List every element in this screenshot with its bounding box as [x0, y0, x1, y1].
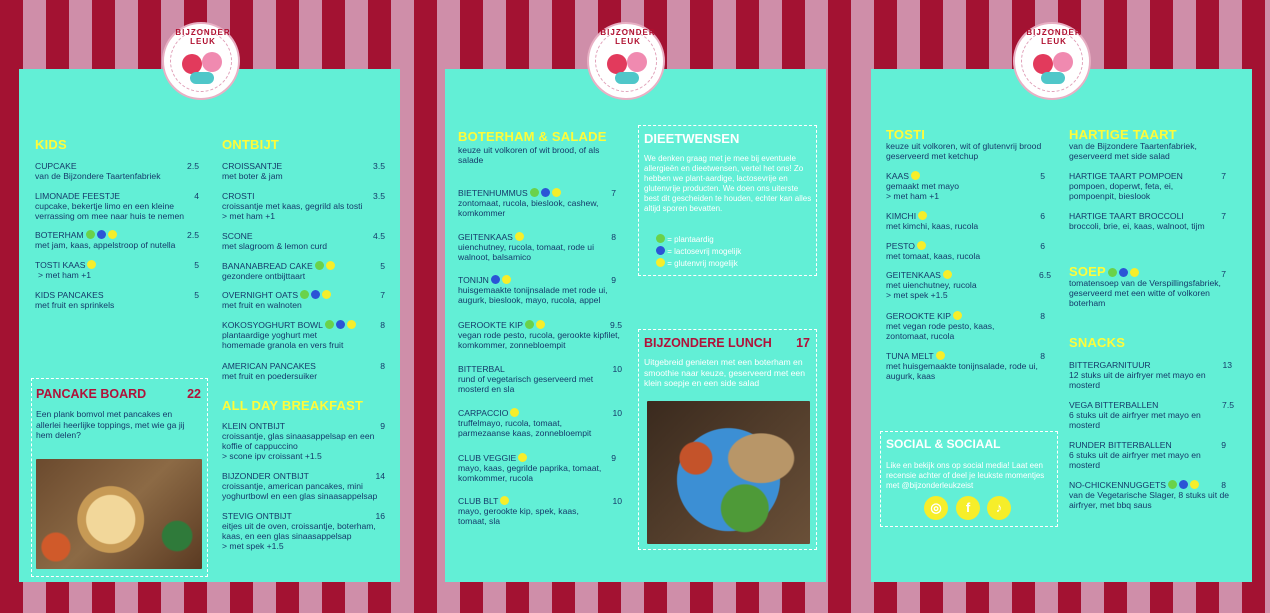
menu-item: BIJZONDER ONTBIJT croissantje, american pancakes, mini yoghurtbowl en een glas sinaasappelsap — [222, 471, 378, 501]
section-title-boterham: BOTERHAM & SALADE — [458, 129, 607, 144]
gluten-icon — [500, 496, 509, 505]
lactose-icon — [491, 275, 500, 284]
menu-item: STEVIG ONTBIJT eitjes uit de oven, croissantje, boterham, kaas, en een glas sinaasappelsap > met spek +1.5 — [222, 511, 376, 551]
menu-panel-middle — [445, 28, 826, 582]
item-price: 4 — [194, 191, 199, 201]
gluten-icon — [322, 290, 331, 299]
menu-panel-right — [871, 28, 1252, 582]
item-price: 7 — [1221, 211, 1226, 221]
menu-item: TUNA MELT met huisgemaakte tonijnsalade, rode ui, augurk, kaas — [886, 351, 1038, 381]
menu-item: KLEIN ONTBIJT croissantje, glas sinaasappelsap en een koffie of cappuccino > scone ipv croissant +1.5 — [222, 421, 375, 461]
social-box — [880, 431, 1058, 527]
item-price: 7 — [380, 290, 385, 300]
lunch-photo — [647, 401, 810, 544]
item-price: 7.5 — [1222, 400, 1234, 410]
menu-item: BOTERHAM met jam, kaas, appelstroop of nutella — [35, 230, 176, 250]
item-price: 2.5 — [187, 230, 199, 240]
plant-icon — [325, 320, 334, 329]
menu-item: NO-CHICKENNUGGETS van de Vegetarische Slager, 8 stuks uit de airfryer, met bbq saus — [1069, 480, 1230, 510]
menu-item: CROISSANTJE met boter & jam — [222, 161, 283, 181]
item-price: 13 — [1222, 360, 1232, 370]
item-price: 10 — [612, 364, 622, 374]
section-title-ontbijt: ONTBIJT — [222, 137, 280, 152]
section-title-tosti: TOSTI — [886, 127, 926, 142]
menu-item: SCONE met slagroom & lemon curd — [222, 231, 328, 251]
menu-item: GEITENKAAS uienchutney, rucola, tomaat, rode ui walnoot, balsamico — [458, 232, 594, 262]
item-price: 5 — [1040, 171, 1045, 181]
box-title: SOCIAL & SOCIAAL — [886, 437, 1001, 451]
gluten-icon — [918, 211, 927, 220]
menu-item: GEROOKTE KIP vegan rode pesto, rucola, gerookte kipfilet, komkommer, zonnebloempit — [458, 320, 620, 350]
menu-item: RUNDER BITTERBALLEN 6 stuks uit de airfryer met mayo en mosterd — [1069, 440, 1201, 470]
item-price: 9 — [611, 275, 616, 285]
item-price: 2.5 — [187, 161, 199, 171]
menu-item: AMERICAN PANCAKES met fruit en poedersuiker — [222, 361, 318, 381]
section-subtitle: keuze uit volkoren, wit of glutenvrij brood geserveerd met ketchup — [886, 141, 1042, 161]
item-price: 6 — [1040, 241, 1045, 251]
item-price: 7 — [611, 188, 616, 198]
gluten-icon — [108, 230, 117, 239]
menu-item: TOSTI KAAS > met ham +1 — [35, 260, 205, 280]
item-price: 8 — [611, 232, 616, 242]
menu-item: BIETENHUMMUS zontomaat, rucola, bieslook, cashew, komkommer — [458, 188, 599, 218]
gluten-icon — [943, 270, 952, 279]
menu-item: OVERNIGHT OATS met fruit en walnoten — [222, 290, 392, 310]
menu-item: GEROOKTE KIP met vegan rode pesto, kaas, zontomaat, rucola — [886, 311, 995, 341]
menu-item: VEGA BITTERBALLEN 6 stuks uit de airfryer met mayo en mosterd — [1069, 400, 1201, 430]
section-title-snacks: SNACKS — [1069, 335, 1126, 350]
gluten-icon — [536, 320, 545, 329]
menu-item: CLUB VEGGIE mayo, kaas, gegrilde paprika, tomaat, komkommer, rucola — [458, 453, 602, 483]
item-price: 9 — [1221, 440, 1226, 450]
menu-item: CROSTI croissantje met kaas, gegrild als tosti > met ham +1 — [222, 191, 363, 221]
box-price: 17 — [796, 336, 810, 350]
item-price: 8 — [380, 361, 385, 371]
lactose-icon — [311, 290, 320, 299]
instagram-icon[interactable]: ◎ — [924, 496, 948, 520]
plant-icon — [530, 188, 539, 197]
menu-item: GEITENKAAS met uienchutney, rucola > met spek +1.5 — [886, 270, 977, 300]
gluten-icon — [953, 311, 962, 320]
gluten-icon — [936, 351, 945, 360]
box-title: DIEETWENSEN — [644, 131, 740, 146]
lactose-icon — [1119, 268, 1128, 277]
section-title-hartig: HARTIGE TAART — [1069, 127, 1177, 142]
pancake-board-box — [31, 378, 208, 577]
gluten-icon — [911, 171, 920, 180]
box-text: Uitgebreid genieten met een boterham en smoothie naar keuze, geserveerd met een klein soepje en een side salad — [644, 357, 805, 388]
item-price: 9.5 — [610, 320, 622, 330]
plant-icon — [525, 320, 534, 329]
lactose-icon — [656, 246, 665, 255]
menu-item: BITTERBAL rund of vegetarisch geserveerd met mosterd en sla — [458, 364, 594, 394]
menu-item: HARTIGE TAART POMPOEN pompoen, doperwt, feta, ei, pompoenpit, bieslook — [1069, 171, 1183, 201]
box-title: PANCAKE BOARD — [36, 387, 147, 401]
plant-icon — [1168, 480, 1177, 489]
box-price: 22 — [187, 387, 201, 401]
section-subtitle: keuze uit volkoren of wit brood, of als salade — [458, 145, 600, 165]
box-title: BIJZONDERE LUNCH — [644, 336, 772, 350]
item-price: 10 — [612, 496, 622, 506]
pancake-photo — [36, 459, 202, 569]
gluten-icon — [917, 241, 926, 250]
item-price: 8 — [1040, 351, 1045, 361]
item-price: 6 — [1040, 211, 1045, 221]
gluten-icon — [502, 275, 511, 284]
lactose-icon — [336, 320, 345, 329]
lunch-box — [638, 329, 817, 550]
gluten-icon — [518, 453, 527, 462]
lactose-icon — [1179, 480, 1188, 489]
item-price: 10 — [612, 408, 622, 418]
menu-item: KIDS PANCAKES met fruit en sprinkels — [35, 290, 115, 310]
soep-item: SOEP tomatensoep van de Verspillingsfabriek, geserveerd met een witte of volkoren boterham — [1069, 264, 1221, 308]
menu-item: CARPACCIO truffelmayo, rucola, tomaat, parmezaanse kaas, zonnebloempit — [458, 408, 592, 438]
item-price: 8 — [380, 320, 385, 330]
section-title-kids: KIDS — [35, 137, 67, 152]
menu-item: PESTO met tomaat, kaas, rucola — [886, 241, 981, 261]
menu-item: LIMONADE FEESTJE cupcake, bekertje limo en een kleine verrassing om mee naar huis te nemen — [35, 191, 185, 221]
menu-panel-left — [19, 28, 400, 582]
menu-item: BANANABREAD CAKE gezondere ontbijttaart — [222, 261, 392, 281]
logo: BIJZONDER LEUK — [162, 22, 240, 100]
diet-legend: = plantaardig = lactosevrij mogelijk = glutenvrij mogelijk — [654, 234, 741, 270]
plant-icon — [656, 234, 665, 243]
plant-icon — [315, 261, 324, 270]
gluten-icon — [510, 408, 519, 417]
facebook-icon[interactable]: f — [956, 496, 980, 520]
item-price: 5 — [380, 261, 385, 271]
item-price: 5 — [194, 260, 199, 270]
item-price: 4.5 — [373, 231, 385, 241]
item-price: 7 — [1221, 171, 1226, 181]
item-price: 6.5 — [1039, 270, 1051, 280]
dieetwensen-box — [638, 125, 817, 276]
item-price: 3.5 — [373, 161, 385, 171]
lactose-icon — [97, 230, 106, 239]
menu-item: CUPCAKE van de Bijzondere Taartenfabriek — [35, 161, 161, 181]
gluten-icon — [326, 261, 335, 270]
plant-icon — [86, 230, 95, 239]
box-text: We denken graag met je mee bij eventuele allergieën en dieetwensen, vertel het ons! Zo hebben we plant-aardige, lactosevrije en glutenvrije producten. We doen ons uiterste best dit gescheiden te houden, echter kan alles altijd sporen bevatten. — [644, 154, 812, 213]
menu-item: TONIJN huisgemaakte tonijnsalade met rode ui, augurk, bieslook, mayo, rucola, appel — [458, 275, 608, 305]
item-price: 9 — [611, 453, 616, 463]
lactose-icon — [541, 188, 550, 197]
menu-item: KAAS gemaakt met mayo > met ham +1 — [886, 171, 960, 201]
logo: BIJZONDER LEUK — [587, 22, 665, 100]
gluten-icon — [515, 232, 524, 241]
item-price: 9 — [380, 421, 385, 431]
item-price: 3.5 — [373, 191, 385, 201]
menu-item: HARTIGE TAART BROCCOLI broccoli, brie, ei, kaas, walnoot, tijm — [1069, 211, 1205, 231]
item-price: 14 — [375, 471, 385, 481]
section-title-allday: ALL DAY BREAKFAST — [222, 398, 364, 413]
box-text: Like en bekijk ons op social media! Laat een recensie achter of deel je leukste momentjes met @bijzonderleukzeist — [886, 461, 1045, 490]
logo: BIJZONDER LEUK — [1013, 22, 1091, 100]
gluten-icon — [87, 260, 96, 269]
menu-item: CLUB BLT mayo, gerookte kip, spek, kaas, tomaat, sla — [458, 496, 579, 526]
menu-item: BITTERGARNITUUR 12 stuks uit de airfryer met mayo en mosterd — [1069, 360, 1206, 390]
item-price: 8 — [1221, 480, 1226, 490]
item-price: 16 — [375, 511, 385, 521]
gluten-icon — [656, 258, 665, 267]
section-subtitle: van de Bijzondere Taartenfabriek, geserveerd met side salad — [1069, 141, 1197, 161]
gluten-icon — [552, 188, 561, 197]
tiktok-icon[interactable]: ♪ — [987, 496, 1011, 520]
menu-item: KOKOSYOGHURT BOWL plantaardige yoghurt met homemade granola en vers fruit — [222, 320, 362, 350]
item-price: 7 — [1221, 269, 1226, 279]
plant-icon — [300, 290, 309, 299]
item-price: 5 — [194, 290, 199, 300]
box-text: Een plank bomvol met pancakes en allerlei heerlijke toppings, met wie ga jij hem delen? — [36, 409, 185, 440]
gluten-icon — [1130, 268, 1139, 277]
plant-icon — [1108, 268, 1117, 277]
menu-item: KIMCHI met kimchi, kaas, rucola — [886, 211, 979, 231]
item-price: 8 — [1040, 311, 1045, 321]
